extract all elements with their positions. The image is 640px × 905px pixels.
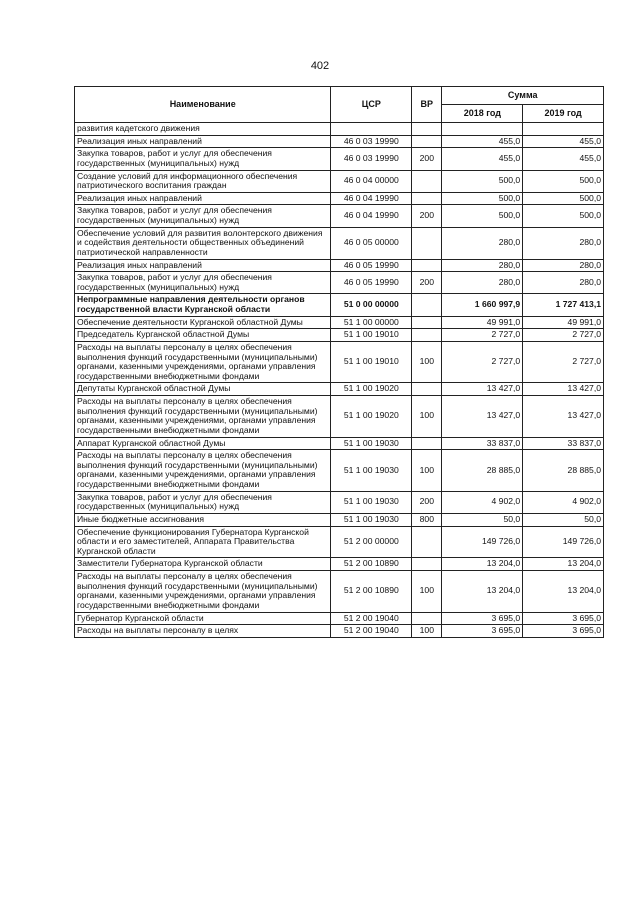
row-amount-2018: 13 427,0 <box>442 396 523 438</box>
row-csr-code: 51 1 00 19030 <box>331 513 412 526</box>
row-csr-code: 46 0 03 19990 <box>331 148 412 170</box>
row-csr-code: 51 2 00 19040 <box>331 612 412 625</box>
row-name: Реализация иных направлений <box>75 192 331 205</box>
row-csr-code: 51 1 00 19010 <box>331 329 412 342</box>
row-vr-code <box>412 316 442 329</box>
table-row <box>75 135 604 148</box>
row-amount-2019 <box>523 123 604 136</box>
table-row <box>75 437 604 450</box>
row-vr-code <box>412 170 442 192</box>
header-sum: Сумма <box>442 87 604 105</box>
row-amount-2019: 455,0 <box>523 148 604 170</box>
row-name: Закупка товаров, работ и услуг для обеспечения государственных (муниципальных) нужд <box>75 205 331 227</box>
row-name: Расходы на выплаты персоналу в целях обеспечения выполнения функций государственными (муниципальными) органами, казенными учреждениями, органами управления государственными внебюджетными фондами <box>75 571 331 613</box>
row-csr-code: 46 0 05 00000 <box>331 227 412 259</box>
row-name: Закупка товаров, работ и услуг для обеспечения государственных (муниципальных) нужд <box>75 491 331 513</box>
row-amount-2019: 49 991,0 <box>523 316 604 329</box>
row-name: Обеспечение условий для развития волонтерского движения и содействия деятельности общественных объединений патриотической направленности <box>75 227 331 259</box>
row-vr-code: 200 <box>412 148 442 170</box>
row-amount-2018: 500,0 <box>442 192 523 205</box>
table-row <box>75 227 604 259</box>
row-csr-code: 51 1 00 19030 <box>331 450 412 492</box>
row-csr-code: 46 0 04 19990 <box>331 205 412 227</box>
row-amount-2018: 28 885,0 <box>442 450 523 492</box>
row-amount-2018: 2 727,0 <box>442 329 523 342</box>
row-name: Расходы на выплаты персоналу в целях обеспечения выполнения функций государственными (муниципальными) органами, казенными учреждениями, органами управления государственными внебюджетными фондами <box>75 450 331 492</box>
row-vr-code: 100 <box>412 341 442 383</box>
table-row <box>75 396 604 438</box>
header-year-2019: 2019 год <box>523 105 604 123</box>
row-amount-2019: 13 204,0 <box>523 558 604 571</box>
row-csr-code: 46 0 04 00000 <box>331 170 412 192</box>
row-name: Аппарат Курганской областной Думы <box>75 437 331 450</box>
row-amount-2019: 50,0 <box>523 513 604 526</box>
row-vr-code <box>412 192 442 205</box>
table-row <box>75 383 604 396</box>
row-amount-2019: 455,0 <box>523 135 604 148</box>
table-row <box>75 612 604 625</box>
row-csr-code: 51 1 00 19030 <box>331 437 412 450</box>
row-vr-code: 100 <box>412 450 442 492</box>
table-row <box>75 513 604 526</box>
row-amount-2019: 280,0 <box>523 227 604 259</box>
row-csr-code: 51 0 00 00000 <box>331 294 412 316</box>
header-name: Наименование <box>75 87 331 123</box>
row-vr-code <box>412 123 442 136</box>
table-body <box>75 123 604 638</box>
row-amount-2019: 500,0 <box>523 205 604 227</box>
row-csr-code: 51 2 00 10890 <box>331 558 412 571</box>
row-csr-code: 51 2 00 19040 <box>331 625 412 638</box>
row-amount-2018: 50,0 <box>442 513 523 526</box>
row-vr-code: 100 <box>412 571 442 613</box>
row-amount-2019: 33 837,0 <box>523 437 604 450</box>
row-csr-code: 46 0 05 19990 <box>331 272 412 294</box>
row-amount-2019: 280,0 <box>523 259 604 272</box>
row-vr-code <box>412 259 442 272</box>
row-vr-code <box>412 227 442 259</box>
row-amount-2019: 149 726,0 <box>523 526 604 558</box>
row-csr-code: 46 0 04 19990 <box>331 192 412 205</box>
table-row <box>75 170 604 192</box>
table-row <box>75 625 604 638</box>
header-vr: ВР <box>412 87 442 123</box>
table-row <box>75 294 604 316</box>
table-row <box>75 450 604 492</box>
header-csr: ЦСР <box>331 87 412 123</box>
table-header <box>75 87 604 123</box>
row-name: Обеспечение функционирования Губернатора Курганской области и его заместителей, Аппарата Правительства Курганской области <box>75 526 331 558</box>
row-amount-2019: 28 885,0 <box>523 450 604 492</box>
row-amount-2019: 3 695,0 <box>523 612 604 625</box>
row-csr-code: 51 1 00 19030 <box>331 491 412 513</box>
row-amount-2018: 149 726,0 <box>442 526 523 558</box>
table-row <box>75 558 604 571</box>
row-vr-code <box>412 294 442 316</box>
row-name: Закупка товаров, работ и услуг для обеспечения государственных (муниципальных) нужд <box>75 272 331 294</box>
row-csr-code: 51 1 00 19020 <box>331 396 412 438</box>
row-amount-2018: 500,0 <box>442 170 523 192</box>
row-amount-2019: 500,0 <box>523 170 604 192</box>
row-name: Губернатор Курганской области <box>75 612 331 625</box>
row-vr-code: 200 <box>412 205 442 227</box>
row-amount-2018 <box>442 123 523 136</box>
row-name: Закупка товаров, работ и услуг для обеспечения государственных (муниципальных) нужд <box>75 148 331 170</box>
row-name: Председатель Курганской областной Думы <box>75 329 331 342</box>
row-vr-code <box>412 526 442 558</box>
row-amount-2018: 4 902,0 <box>442 491 523 513</box>
table-row <box>75 341 604 383</box>
row-vr-code: 200 <box>412 491 442 513</box>
row-csr-code <box>331 123 412 136</box>
row-csr-code: 46 0 05 19990 <box>331 259 412 272</box>
row-amount-2018: 280,0 <box>442 272 523 294</box>
row-vr-code <box>412 135 442 148</box>
row-vr-code: 800 <box>412 513 442 526</box>
row-amount-2018: 1 660 997,9 <box>442 294 523 316</box>
row-vr-code <box>412 329 442 342</box>
row-vr-code <box>412 383 442 396</box>
budget-table <box>74 86 604 638</box>
table-row <box>75 316 604 329</box>
row-amount-2019: 500,0 <box>523 192 604 205</box>
row-amount-2018: 33 837,0 <box>442 437 523 450</box>
page-number: 402 <box>310 60 330 72</box>
row-amount-2018: 13 204,0 <box>442 558 523 571</box>
row-amount-2019: 2 727,0 <box>523 341 604 383</box>
table-row <box>75 123 604 136</box>
row-name: Расходы на выплаты персоналу в целях обеспечения выполнения функций государственными (муниципальными) органами, казенными учреждениями, органами управления государственными внебюджетными фондами <box>75 341 331 383</box>
row-amount-2019: 280,0 <box>523 272 604 294</box>
row-csr-code: 51 1 00 00000 <box>331 316 412 329</box>
table-row <box>75 571 604 613</box>
row-amount-2018: 280,0 <box>442 227 523 259</box>
row-amount-2019: 13 427,0 <box>523 396 604 438</box>
row-csr-code: 51 2 00 00000 <box>331 526 412 558</box>
row-name: развития кадетского движения <box>75 123 331 136</box>
row-vr-code: 100 <box>412 396 442 438</box>
table-row <box>75 192 604 205</box>
row-csr-code: 51 1 00 19020 <box>331 383 412 396</box>
row-amount-2019: 13 204,0 <box>523 571 604 613</box>
row-amount-2018: 455,0 <box>442 148 523 170</box>
row-name: Заместители Губернатора Курганской области <box>75 558 331 571</box>
row-name: Реализация иных направлений <box>75 259 331 272</box>
row-amount-2018: 500,0 <box>442 205 523 227</box>
row-csr-code: 51 2 00 10890 <box>331 571 412 613</box>
row-vr-code <box>412 612 442 625</box>
table-row <box>75 491 604 513</box>
row-amount-2018: 455,0 <box>442 135 523 148</box>
row-name: Расходы на выплаты персоналу в целях обеспечения выполнения функций государственными (муниципальными) органами, казенными учреждениями, органами управления государственными внебюджетными фондами <box>75 396 331 438</box>
table-row <box>75 272 604 294</box>
row-vr-code: 200 <box>412 272 442 294</box>
row-name: Реализация иных направлений <box>75 135 331 148</box>
row-amount-2018: 3 695,0 <box>442 625 523 638</box>
row-name: Иные бюджетные ассигнования <box>75 513 331 526</box>
table-row <box>75 148 604 170</box>
row-name: Депутаты Курганской областной Думы <box>75 383 331 396</box>
row-amount-2019: 2 727,0 <box>523 329 604 342</box>
row-csr-code: 46 0 03 19990 <box>331 135 412 148</box>
table-row <box>75 329 604 342</box>
row-vr-code <box>412 437 442 450</box>
row-name: Расходы на выплаты персоналу в целях <box>75 625 331 638</box>
row-name: Обеспечение деятельности Курганской областной Думы <box>75 316 331 329</box>
row-vr-code: 100 <box>412 625 442 638</box>
row-amount-2019: 13 427,0 <box>523 383 604 396</box>
row-amount-2018: 13 204,0 <box>442 571 523 613</box>
row-amount-2019: 1 727 413,1 <box>523 294 604 316</box>
table-row <box>75 526 604 558</box>
row-amount-2018: 3 695,0 <box>442 612 523 625</box>
row-name: Непрограммные направления деятельности органов государственной власти Курганской области <box>75 294 331 316</box>
table-row <box>75 259 604 272</box>
table-row <box>75 205 604 227</box>
row-vr-code <box>412 558 442 571</box>
header-year-2018: 2018 год <box>442 105 523 123</box>
row-amount-2018: 13 427,0 <box>442 383 523 396</box>
row-amount-2018: 2 727,0 <box>442 341 523 383</box>
row-name: Создание условий для информационного обеспечения патриотического воспитания граждан <box>75 170 331 192</box>
row-amount-2019: 3 695,0 <box>523 625 604 638</box>
row-amount-2018: 280,0 <box>442 259 523 272</box>
row-amount-2019: 4 902,0 <box>523 491 604 513</box>
row-amount-2018: 49 991,0 <box>442 316 523 329</box>
row-csr-code: 51 1 00 19010 <box>331 341 412 383</box>
